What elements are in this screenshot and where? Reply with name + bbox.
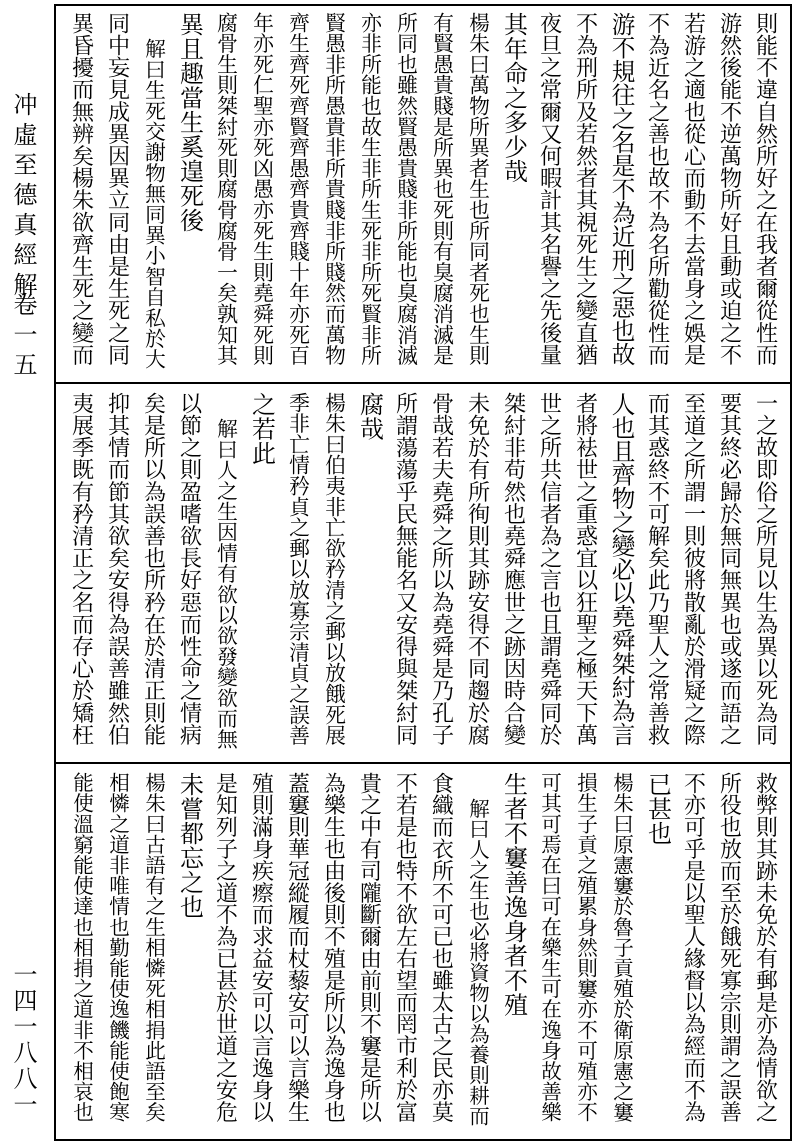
- text-column: [748, 392, 782, 758]
- text-column: [352, 12, 386, 378]
- text-column: [676, 392, 710, 758]
- column-text: 為樂生也由後則不殖是所以為逸身也: [320, 772, 346, 1123]
- text-column: [316, 392, 350, 758]
- column-text: 夜旦之常爾又何暇計其名譽之先後量: [536, 12, 563, 366]
- text-column: [100, 772, 134, 1134]
- column-text: 可其可焉在曰可在樂生可在逸身故善樂: [537, 772, 562, 1123]
- column-text: 不若是也特不欲左右望而罔市利於富: [392, 772, 418, 1123]
- text-column: [172, 392, 206, 758]
- column-text: 以節之則盈嗜欲長好惡而性命之情病: [176, 392, 203, 746]
- column-text: 游不規往之名是不為近刑之惡也故: [607, 12, 636, 366]
- column-text: 桀紂非苟然也堯舜應世之跡因時合變: [500, 392, 527, 746]
- column-text: 未嘗都忘之也: [175, 772, 204, 919]
- column-text: 是知列子之道不為已甚於世道之安危: [212, 772, 238, 1123]
- column-text: 者將袪世之重惑宜以狂聖之極天下萬: [572, 392, 599, 746]
- column-text: 賢愚非所愚貴非所貴賤非所賤然而萬物: [321, 12, 346, 366]
- column-text: 殖則滿身疾瘵而求益安可以言逸身以: [248, 772, 274, 1123]
- text-column: [136, 12, 170, 378]
- text-panel-top: [56, 12, 790, 378]
- column-text: 損生子貢之殖累身然則窶亦不可殖亦不: [573, 772, 598, 1123]
- column-text: 不亦可乎是以聖人緣督以為經而不為: [680, 772, 706, 1123]
- column-text: 齊生齊死齊賢齊愚齊貴齊賤十年亦死百: [285, 12, 310, 366]
- column-text: 骨哉若夫堯舜之所以為堯舜是乃孔子: [428, 392, 455, 746]
- page-number: 一四一八八一: [9, 962, 37, 1118]
- column-text: 腐骨生則桀紂死則腐骨腐骨一矣孰知其: [213, 12, 238, 366]
- column-text: 異昏擾而無辨矣楊朱欲齊生死之變而: [68, 12, 95, 366]
- column-text: 亦非所能也故生非所生死非所死賢非所: [357, 12, 382, 366]
- column-text: 抑其情而節其欲矣安得為誤善雖然伯: [104, 392, 131, 746]
- column-text: 腐哉: [355, 392, 384, 441]
- text-column: [532, 12, 566, 378]
- text-column: [604, 772, 638, 1134]
- text-column: [244, 772, 278, 1134]
- text-column: [280, 392, 314, 758]
- text-column: [532, 392, 566, 758]
- text-column: [316, 772, 350, 1134]
- text-column: [208, 392, 242, 758]
- text-column: [568, 772, 602, 1134]
- column-text: 人也且齊物之變必以堯舜桀紂為言: [607, 392, 636, 746]
- text-column: [388, 392, 422, 758]
- text-column: [352, 392, 386, 758]
- text-column: [244, 392, 278, 758]
- text-column: [496, 12, 530, 378]
- column-text: 解曰生死交謝物無同異小智自私於大: [141, 38, 166, 370]
- column-text: 蓋窶則華冠縱履而杖藜安可以言樂生: [284, 772, 310, 1123]
- column-text: 夷展季既有矜清正之名而存心於矯枉: [68, 392, 95, 746]
- text-column: [64, 772, 98, 1134]
- column-text: 所役也放而至於餓死寡宗則謂之誤善: [716, 772, 742, 1123]
- column-text: 救弊則其跡未免於有郵是亦為情欲之: [752, 772, 778, 1123]
- text-column: [568, 392, 602, 758]
- column-text: 世之所共信者為之言也且謂堯舜同於: [536, 392, 563, 746]
- text-column: [460, 772, 494, 1134]
- text-column: [676, 772, 710, 1134]
- column-text: 相憐之道非唯情也勤能使逸饑能使飽寒: [105, 772, 130, 1123]
- text-column: [280, 12, 314, 378]
- column-text: 生者不窶善逸身者不殖: [499, 772, 528, 1017]
- column-text: 楊朱曰原憲窶於魯子貢殖於衛原憲之窶: [609, 772, 634, 1123]
- text-column: [712, 392, 746, 758]
- text-column: [388, 772, 422, 1134]
- text-column: [604, 392, 638, 758]
- text-column: [388, 12, 422, 378]
- text-column: [172, 12, 206, 378]
- text-column: [604, 12, 638, 378]
- column-text: 所同也雖然賢愚貴賤非所能也臭腐消滅: [393, 12, 418, 366]
- text-column: [424, 772, 458, 1134]
- column-text: 楊朱曰古語有之生相憐死相捐此語至矣: [141, 772, 166, 1123]
- column-text: 能使溫窮能使達也相捐之道非不相哀也: [69, 772, 94, 1123]
- text-column: [352, 772, 386, 1134]
- column-text: 至道之所謂一則彼將散亂於滑疑之際: [680, 392, 707, 746]
- column-text: 不為近名之善也故不為名所勸從性而: [644, 12, 671, 366]
- column-text: 楊朱曰萬物所異者生也所同者死也生則: [465, 12, 490, 366]
- text-column: [712, 12, 746, 378]
- text-column: [640, 12, 674, 378]
- text-column: [208, 772, 242, 1134]
- column-text: 矣是所以為誤善也所矜在於清正則能: [140, 392, 167, 746]
- text-column: [496, 772, 530, 1134]
- column-text: 其年命之多少哉: [499, 12, 528, 184]
- column-text: 未免於有所徇則其跡安得不同趨於腐: [464, 392, 491, 746]
- text-column: [280, 772, 314, 1134]
- column-text: 異且趣當生奚遑死後: [175, 12, 204, 233]
- panel-divider-2: [56, 762, 790, 764]
- text-column: [424, 12, 458, 378]
- text-column: [424, 392, 458, 758]
- panel-divider-1: [56, 382, 790, 384]
- text-panel-middle: [56, 392, 790, 758]
- text-column: [136, 772, 170, 1134]
- text-column: [100, 392, 134, 758]
- text-column: [640, 392, 674, 758]
- text-column: [712, 772, 746, 1134]
- text-panel-bottom: [56, 772, 790, 1134]
- column-text: 游然後能不逆萬物所好且動或迫之不: [716, 12, 743, 366]
- text-column: [208, 12, 242, 378]
- text-column: [568, 12, 602, 378]
- column-text: 年亦死仁聖亦死凶愚亦死生則堯舜死則: [249, 12, 274, 366]
- column-text: 食織而衣所不可已也雖太古之民亦莫: [428, 772, 454, 1123]
- text-column: [244, 12, 278, 378]
- column-text: 所謂蕩蕩乎民無能名又安得與桀紂同: [392, 392, 419, 746]
- column-text: 貴之中有司隴斷爾由前則不窶是所以: [356, 772, 382, 1123]
- column-text: 要其終必歸於無同無異也或遂而語之: [716, 392, 743, 746]
- column-text: 若游之適也從心而動不去當身之娛是: [680, 12, 707, 366]
- text-column: [172, 772, 206, 1134]
- text-column: [64, 392, 98, 758]
- column-text: 已甚也: [643, 772, 672, 846]
- column-text: 而其惑終不可解矣此乃聖人之常善救: [644, 392, 671, 746]
- column-text: 不為刑所及若然者其視死生之變直猶: [572, 12, 599, 366]
- text-column: [748, 12, 782, 378]
- text-column: [136, 392, 170, 758]
- text-column: [532, 772, 566, 1134]
- column-text: 解曰人之生因情有欲以欲發變欲而無: [213, 418, 238, 750]
- text-column: [748, 772, 782, 1134]
- text-column: [640, 772, 674, 1134]
- text-column: [460, 12, 494, 378]
- text-column: [496, 392, 530, 758]
- column-text: 有賢愚貴賤是所異也死則有臭腐消滅是: [429, 12, 454, 366]
- book-title: 冲虛至德真經解: [9, 92, 37, 302]
- column-text: 則能不違自然所好之在我者爾從性而: [752, 12, 779, 366]
- column-text: 同中妄見成異因異立同由是生死之同: [104, 12, 131, 366]
- column-text: 之若此: [247, 392, 276, 466]
- text-column: [64, 12, 98, 378]
- column-text: 季非亡情矜貞之郵以放寡宗清貞之誤善: [285, 392, 310, 746]
- text-column: [676, 12, 710, 378]
- volume-label: 卷一五: [9, 292, 37, 382]
- text-column: [316, 12, 350, 378]
- column-text: 一之故即俗之所見以生為異以死為同: [752, 392, 779, 746]
- text-column: [100, 12, 134, 378]
- text-column: [460, 392, 494, 758]
- column-text: 解曰人之生也必將資物以為養則耕而: [465, 798, 490, 1126]
- column-text: 楊朱曰伯夷非亡欲矜清之郵以放餓死展: [321, 392, 346, 746]
